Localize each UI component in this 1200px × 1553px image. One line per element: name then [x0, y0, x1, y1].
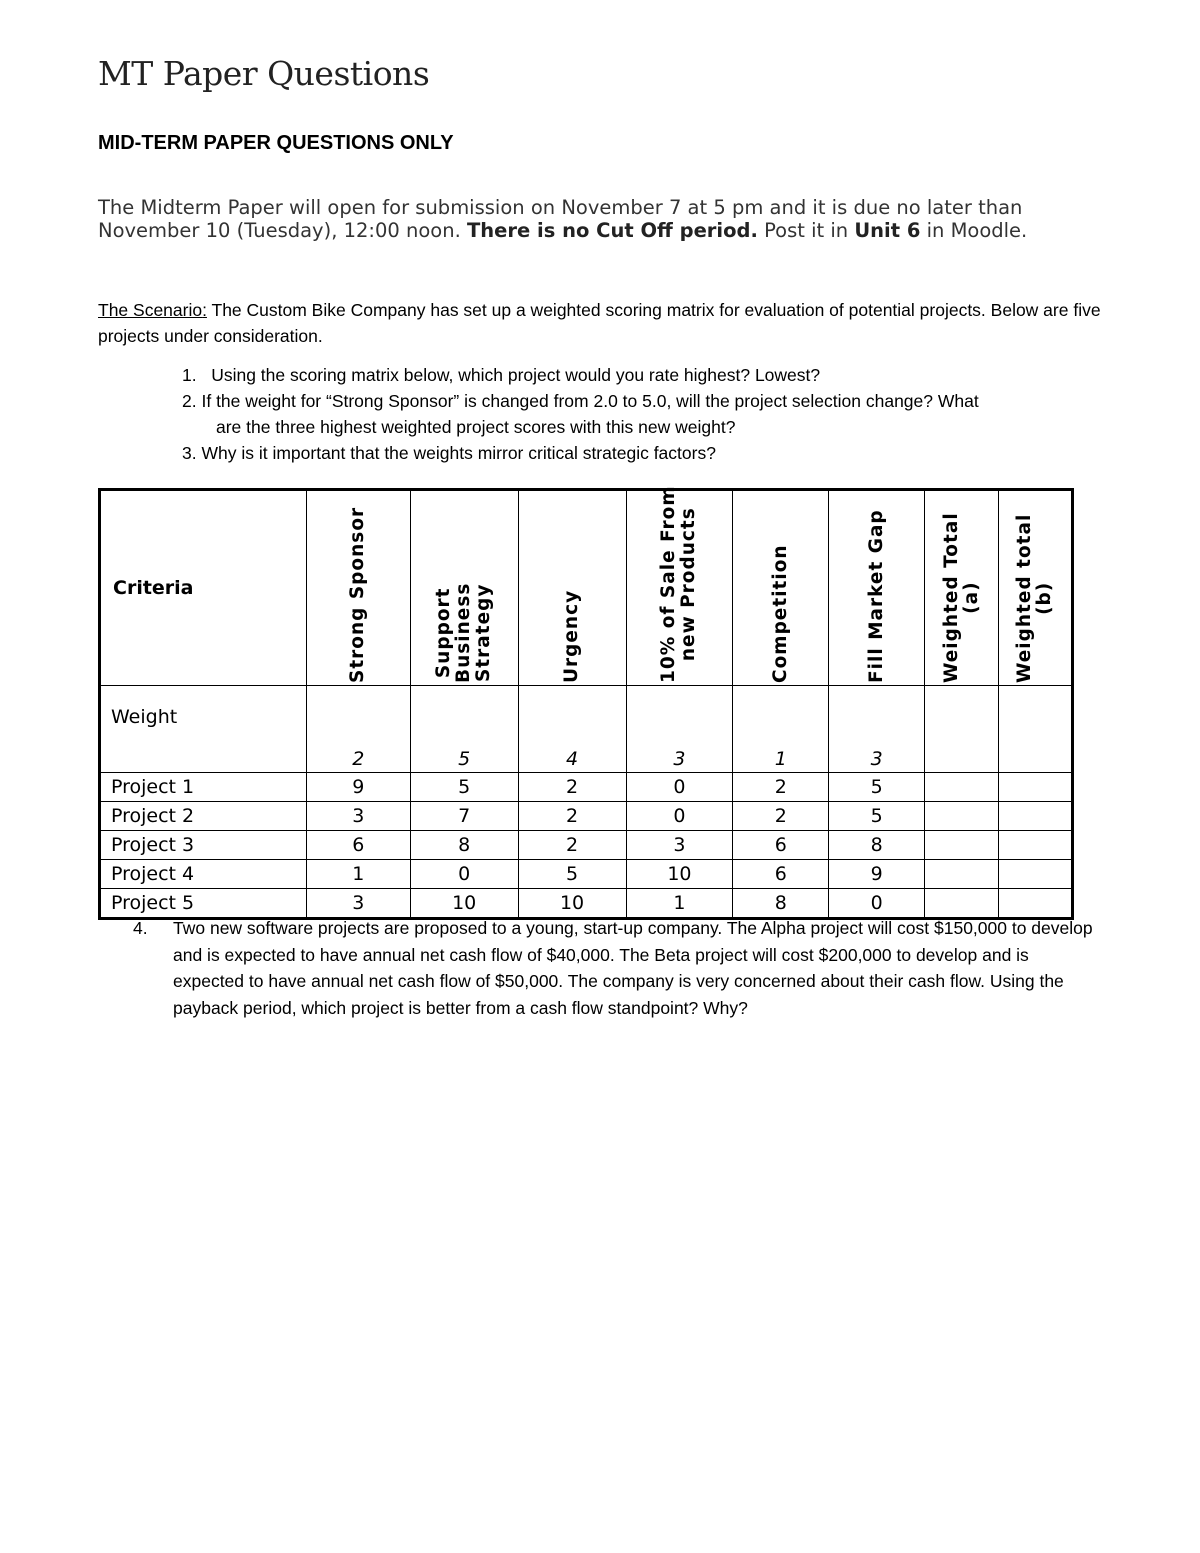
- question-item: [182, 388, 1102, 440]
- weight-cell: [999, 686, 1073, 773]
- weight-cell: 2: [306, 686, 410, 773]
- notice-text: The Midterm Paper will open for submission on November 7 at 5 pm and it is due no later than November 10 (Tuesday), 12:00 noon.: [98, 196, 1023, 242]
- score-cell: 3: [306, 802, 410, 831]
- weight-row: [100, 686, 1073, 773]
- column-header: [626, 485, 733, 686]
- question-text: Using the scoring matrix below, which project would you rate highest? Lowest?: [211, 365, 821, 385]
- score-cell: 9: [306, 773, 410, 802]
- submission-notice: [98, 196, 1108, 242]
- column-header-label: Weighted Total (a): [940, 512, 982, 683]
- weight-label: Weight: [100, 686, 307, 773]
- column-header-label: Support Business Strategy: [433, 582, 495, 683]
- weighted-total-a-cell: [925, 802, 999, 831]
- weight-cell: 4: [518, 686, 626, 773]
- header-row: [100, 490, 1073, 686]
- weighted-total-a-cell: [925, 773, 999, 802]
- column-header: [829, 490, 925, 686]
- weighted-total-b-cell: [999, 802, 1073, 831]
- project-name: Project 5: [100, 889, 307, 919]
- notice-unit: Unit 6: [854, 219, 921, 242]
- column-header-label: Fill Market Gap: [865, 509, 887, 683]
- score-cell: 10: [518, 889, 626, 919]
- weighted-total-a-cell: [925, 860, 999, 889]
- score-cell: 8: [733, 889, 829, 919]
- column-header: [306, 490, 410, 686]
- weighted-total-b-cell: [999, 860, 1073, 889]
- score-cell: 1: [626, 889, 733, 919]
- column-header: [999, 490, 1073, 686]
- table-row: [100, 802, 1073, 831]
- score-cell: 3: [626, 831, 733, 860]
- weight-cell: 3: [829, 686, 925, 773]
- weighted-total-a-cell: [925, 831, 999, 860]
- score-cell: 2: [733, 773, 829, 802]
- question-text: Two new software projects are proposed to a young, start-up company. The Alpha project will cost $150,000 to develop and is expected to have annual net cash flow of $40,000. The Beta project will cost $200,000 to develop and is expected to have annual net cash flow of $50,000. The company is very concerned about their cash flow. Using the payback period, which project is better from a cash flow standpoint? Why?: [173, 918, 1093, 1018]
- column-header: [410, 490, 518, 686]
- column-header-label: 10% of Sale From new Products: [658, 485, 700, 683]
- score-cell: 1: [306, 860, 410, 889]
- project-name: Project 2: [100, 802, 307, 831]
- column-header-label: Competition: [769, 544, 791, 683]
- weight-cell: 1: [733, 686, 829, 773]
- project-name: Project 3: [100, 831, 307, 860]
- criteria-header: Criteria: [100, 490, 307, 686]
- score-cell: 5: [410, 773, 518, 802]
- score-cell: 8: [410, 831, 518, 860]
- score-cell: 0: [626, 802, 733, 831]
- score-cell: 0: [829, 889, 925, 919]
- page-title: MT Paper Questions: [98, 54, 430, 93]
- question-list: [182, 362, 1102, 466]
- scenario-label: The Scenario: [98, 300, 203, 320]
- column-header: [925, 490, 999, 686]
- question-number: 2.: [182, 391, 197, 411]
- score-cell: 3: [306, 889, 410, 919]
- scenario-colon: :: [202, 300, 207, 320]
- question-number: 1.: [182, 365, 197, 385]
- weighted-total-b-cell: [999, 889, 1073, 919]
- score-cell: 0: [626, 773, 733, 802]
- table-row: [100, 831, 1073, 860]
- scenario-text: The Custom Bike Company has set up a weighted scoring matrix for evaluation of potential projects. Below are five projects under consideration.: [98, 300, 1101, 346]
- score-cell: 6: [733, 860, 829, 889]
- question-text-continued: are the three highest weighted project scores with this new weight?: [216, 417, 736, 437]
- question-item: [182, 440, 1102, 466]
- question-4: [133, 915, 1093, 1021]
- column-header-label: Weighted total (b): [1014, 513, 1056, 683]
- weighted-total-a-cell: [925, 889, 999, 919]
- project-name: Project 1: [100, 773, 307, 802]
- score-cell: 6: [306, 831, 410, 860]
- scenario-paragraph: [98, 297, 1108, 349]
- score-cell: 5: [518, 860, 626, 889]
- column-header-label: Urgency: [561, 589, 583, 683]
- score-cell: 2: [733, 802, 829, 831]
- score-cell: 5: [829, 802, 925, 831]
- score-cell: 9: [829, 860, 925, 889]
- table-row: [100, 773, 1073, 802]
- column-header: [518, 490, 626, 686]
- weighted-total-b-cell: [999, 831, 1073, 860]
- question-text: If the weight for “Strong Sponsor” is changed from 2.0 to 5.0, will the project selection change? What: [201, 391, 979, 411]
- score-cell: 2: [518, 802, 626, 831]
- score-cell: 10: [626, 860, 733, 889]
- project-name: Project 4: [100, 860, 307, 889]
- score-cell: 8: [829, 831, 925, 860]
- notice-cutoff: There is no Cut Off period.: [466, 219, 758, 242]
- weighted-total-b-cell: [999, 773, 1073, 802]
- score-cell: 6: [733, 831, 829, 860]
- weight-cell: [925, 686, 999, 773]
- question-text: Why is it important that the weights mirror critical strategic factors?: [201, 443, 716, 463]
- question-number: 4.: [133, 918, 148, 938]
- score-cell: 10: [410, 889, 518, 919]
- table-row: [100, 860, 1073, 889]
- score-cell: 2: [518, 773, 626, 802]
- question-number: 3.: [182, 443, 197, 463]
- weight-cell: 3: [626, 686, 733, 773]
- notice-text: Post it in: [757, 219, 855, 242]
- section-heading: MID-TERM PAPER QUESTIONS ONLY: [98, 132, 454, 154]
- table-row: [100, 889, 1073, 919]
- weight-cell: 5: [410, 686, 518, 773]
- score-cell: 2: [518, 831, 626, 860]
- question-item: [182, 362, 1102, 388]
- column-header: [733, 490, 829, 686]
- score-cell: 0: [410, 860, 518, 889]
- score-cell: 7: [410, 802, 518, 831]
- score-cell: 5: [829, 773, 925, 802]
- notice-text: in Moodle.: [920, 219, 1028, 242]
- scoring-matrix-table: [98, 485, 1074, 920]
- column-header-label: Strong Sponsor: [347, 506, 369, 683]
